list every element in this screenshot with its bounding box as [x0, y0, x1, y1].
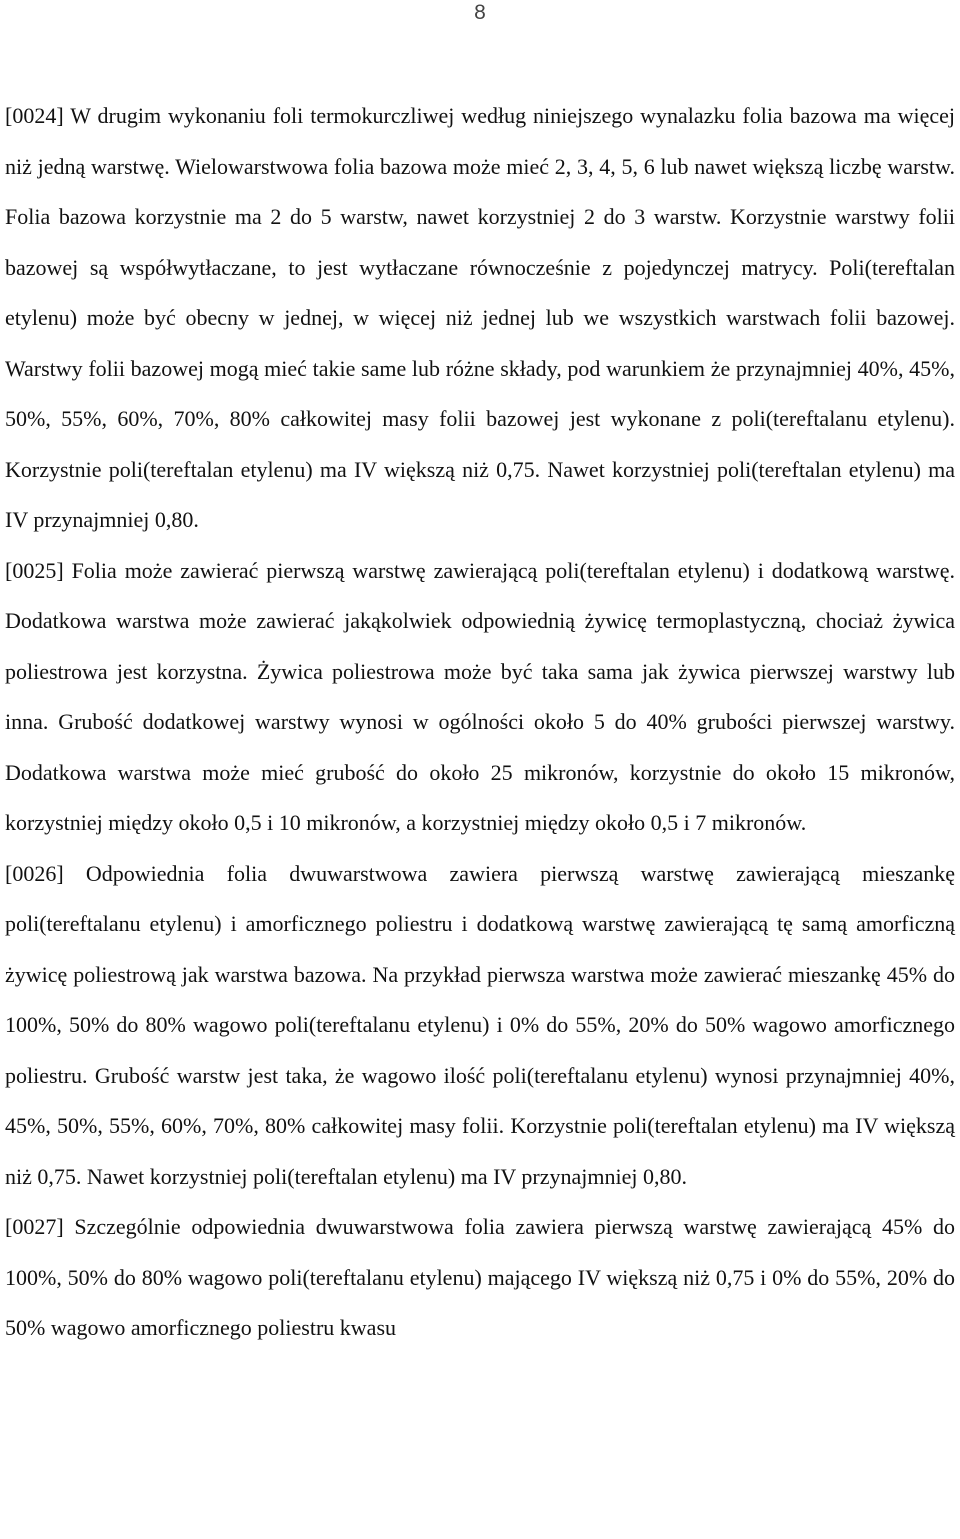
paragraph-text: W drugim wykonaniu foli termokurczliwej według niniejszego wynalazku folia bazowa ma więcej niż jedną warstwę. Wielowarstwowa folia bazowa może mieć 2, 3, 4, 5, 6 lub nawet większą liczbę warstw. Folia bazowa korzystnie ma 2 do 5 warstw, nawet korzystniej 2 do 3 warstw. Korzystnie warstwy folii bazowej są współwytłaczane, to jest wytłaczane równocześnie z pojedynczej matrycy. Poli(tereftalan etylenu) może być obecny w jednej, w więcej niż jednej lub we wszystkich warstwach folii bazowej. Warstwy folii bazowej mogą mieć takie same lub różne składy, pod warunkiem że przynajmniej 40%, 45%, 50%, 55%, 60%, 70%, 80% całkowitej masy folii bazowej jest wykonane z poli(tereftalanu etylenu). Korzystnie poli(tereftalan etylenu) ma IV większą niż 0,75. Nawet korzystniej poli(tereftalan etylenu) ma IV przynajmniej 0,80.	[5, 103, 955, 532]
paragraph-tag: [0026]	[5, 860, 64, 886]
paragraph-tag: [0027]	[5, 1214, 64, 1239]
paragraph-0026	[5, 849, 955, 1203]
paragraph-text: Odpowiednia folia dwuwarstwowa zawiera pierwszą warstwę zawierającą mieszankę poli(tereftalanu etylenu) i amorficznego poliestru i dodatkową warstwę zawierającą tę samą amorficzną żywicę poliestrową jak warstwa bazowa. Na przykład pierwsza warstwa może zawierać mieszankę 45% do 100%, 50% do 80% wagowo poli(tereftalanu etylenu) i 0% do 55%, 20% do 50% wagowo amorficznego poliestru. Grubość warstw jest taka, że wagowo ilość poli(tereftalanu etylenu) wynosi przynajmniej 40%, 45%, 50%, 55%, 60%, 70%, 80% całkowitej masy folii. Korzystnie poli(tereftalan etylenu) ma IV większą niż 0,75. Nawet korzystniej poli(tereftalan etylenu) ma IV przynajmniej 0,80.	[5, 860, 956, 1189]
paragraph-tag: [0024]	[5, 103, 64, 128]
paragraph-tag: [0025]	[5, 557, 64, 583]
paragraph-0024	[5, 91, 955, 546]
document-body	[5, 91, 955, 1354]
paragraph-text: Folia może zawierać pierwszą warstwę zawierającą poli(tereftalan etylenu) i dodatkową warstwę. Dodatkowa warstwa może zawierać jakąkolwiek odpowiednią żywicę termoplastyczną, chociaż żywica poliestrowa jest korzystna. Żywica poliestrowa może być taka sama jak żywica pierwszej warstwy lub inna. Grubość dodatkowej warstwy wynosi w ogólności około 5 do 40% grubości pierwszej warstwy. Dodatkowa warstwa może mieć grubość do około 25 mikronów, korzystnie do około 15 mikronów, korzystniej między około 0,5 i 10 mikronów, a korzystniej między około 0,5 i 7 mikronów.	[5, 557, 956, 835]
paragraph-text: Szczególnie odpowiednia dwuwarstwowa folia zawiera pierwszą warstwę zawierającą 45% do 100%, 50% do 80% wagowo poli(tereftalanu etylenu) mającego IV większą niż 0,75 i 0% do 55%, 20% do 50% wagowo amorficznego poliestru kwasu	[5, 1214, 955, 1340]
page-number: 8	[474, 1, 486, 24]
paragraph-0025	[5, 546, 955, 849]
paragraph-0027	[5, 1202, 955, 1354]
